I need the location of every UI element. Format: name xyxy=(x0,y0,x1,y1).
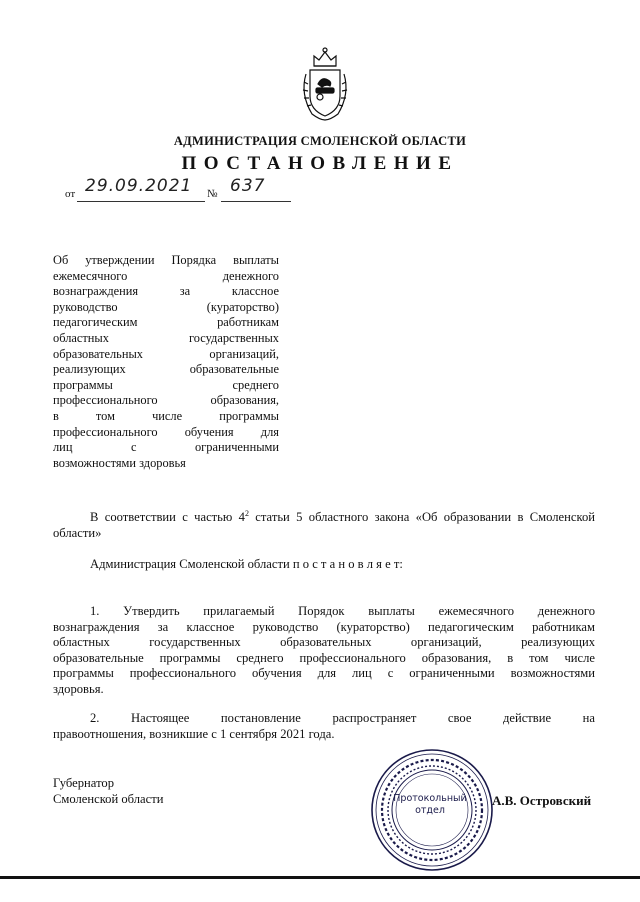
item-1-paragraph xyxy=(53,604,595,698)
position-line: Губернатор xyxy=(53,776,114,790)
subject-line: вознаграждения за классное xyxy=(53,284,279,299)
item-1-line: здоровья. xyxy=(53,681,104,696)
subject-line: педагогическим работникам xyxy=(53,315,279,330)
position-line: Смоленской области xyxy=(53,792,164,806)
date-underline xyxy=(77,201,205,202)
handwritten-number: 637 xyxy=(230,176,266,196)
signatory-name: А.В. Островский xyxy=(492,793,592,808)
preamble-text-start: В соответствии с частью 4 xyxy=(90,510,245,525)
document-type-title: ПОСТАНОВЛЕНИЕ xyxy=(181,153,459,174)
item-1-line: образовательные программы среднего профессионального образования, в том числе xyxy=(53,650,595,665)
stamp-line: отдел xyxy=(415,805,445,816)
item-2-line: правоотношения, возникшие с 1 сентября 2021 года. xyxy=(53,726,335,741)
decree-prefix: Администрация Смоленской области xyxy=(90,557,293,571)
subject-line: возможностями здоровья xyxy=(53,455,186,470)
subject-line: реализующих образовательные xyxy=(53,362,279,377)
subject-line: в том числе программы xyxy=(53,408,279,423)
item-1-line: программы профессионального обучения для лиц с ограниченными возможностями xyxy=(53,666,595,681)
handwritten-date: 29.09.2021 xyxy=(85,176,193,196)
subject-line: профессионального обучения для xyxy=(53,424,279,439)
subject-block xyxy=(53,253,279,471)
coat-of-arms-icon xyxy=(296,44,354,124)
item-1-line: вознаграждения за классное руководство (кураторство) педагогическим работникам xyxy=(53,619,595,634)
item-1-line: областных государственных образовательных организаций, реализующих xyxy=(53,635,595,650)
number-underline xyxy=(221,201,291,202)
item-1-line: 1. Утвердить прилагаемый Порядок выплаты ежемесячного денежного xyxy=(90,604,595,618)
preamble-paragraph xyxy=(53,506,595,541)
bottom-rule xyxy=(0,876,640,879)
number-label: № xyxy=(207,188,218,200)
decree-verb: п о с т а н о в л я е т: xyxy=(292,557,403,571)
subject-line: ежемесячного денежного xyxy=(53,268,279,283)
subject-line: лиц с ограниченными xyxy=(53,440,279,455)
preamble-superscript: 2 xyxy=(244,509,249,518)
stamp-line: Протокольный xyxy=(393,793,467,804)
subject-line: образовательных организаций, xyxy=(53,346,279,361)
subject-line: профессионального образования, xyxy=(53,393,279,408)
date-from-label: от xyxy=(65,188,76,200)
stamp-inner-text xyxy=(390,793,470,817)
decree-paragraph xyxy=(53,557,595,573)
subject-line: руководство (кураторство) xyxy=(53,299,279,314)
subject-line: областных государственных xyxy=(53,330,279,345)
organization-title: АДМИНИСТРАЦИЯ СМОЛЕНСКОЙ ОБЛАСТИ xyxy=(173,134,467,148)
item-2-line: 2. Настоящее постановление распространяет свое действие на xyxy=(90,711,595,725)
subject-line: программы среднего xyxy=(53,377,279,392)
preamble-text-end: статьи 5 областного закона «Об образовании в Смоленской области» xyxy=(53,510,595,540)
subject-line: Об утверждении Порядка выплаты xyxy=(53,253,279,267)
item-2-paragraph xyxy=(53,711,595,742)
signatory-position xyxy=(53,775,163,807)
